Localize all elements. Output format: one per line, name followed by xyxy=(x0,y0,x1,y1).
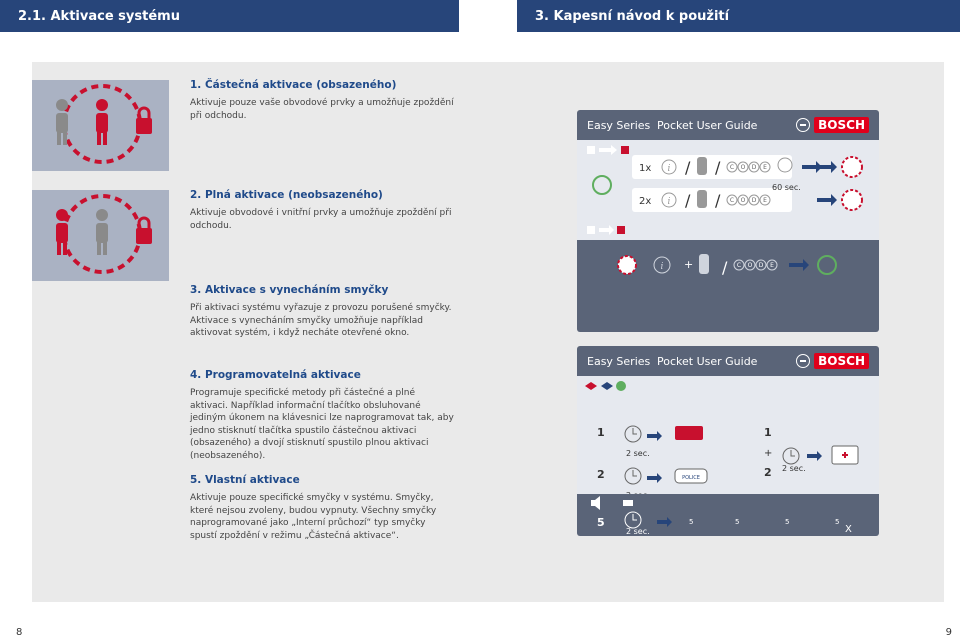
card-body xyxy=(577,376,879,536)
hold-duration: 2 sec. xyxy=(626,449,650,458)
svg-text:+: + xyxy=(764,448,773,459)
svg-text:2: 2 xyxy=(764,466,772,479)
section-full-arm xyxy=(190,189,480,232)
section-partial-arm xyxy=(190,79,480,122)
section-body: Aktivuje pouze vaše obvodové prvky a umožňuje zpoždění při odchodu. xyxy=(190,98,454,121)
person-icon xyxy=(56,99,68,145)
lock-icon xyxy=(136,218,152,244)
svg-text:/: / xyxy=(685,158,691,177)
section-programmable-arm xyxy=(190,369,480,462)
key-5: 5 xyxy=(597,516,605,529)
svg-text:O: O xyxy=(740,164,746,171)
person-alert-icon xyxy=(96,99,108,145)
right-header-title: 3. Kapesní návod k použití xyxy=(535,8,730,24)
svg-text:POLICE: POLICE xyxy=(682,475,700,481)
svg-text:D: D xyxy=(758,262,764,269)
armed-indicator-icon xyxy=(842,157,862,177)
svg-text:O: O xyxy=(740,197,746,204)
key-2: 2 xyxy=(597,468,605,481)
token-icon xyxy=(699,254,709,274)
section-title: 2. Plná aktivace (neobsazeného) xyxy=(190,189,383,201)
section-body: Aktivuje obvodové i vnitřní prvky a umožňuje zpoždění při odchodu. xyxy=(190,208,452,231)
page-number-left: 8 xyxy=(16,627,23,638)
svg-text:/: / xyxy=(685,191,691,210)
row2-count: 2x xyxy=(639,196,652,207)
header-right xyxy=(517,0,960,32)
svg-text:E: E xyxy=(763,164,767,171)
key-1: 1 xyxy=(597,426,605,439)
svg-text:2 sec.: 2 sec. xyxy=(782,464,806,473)
card-series: Easy Series xyxy=(587,354,651,368)
section-body: Programuje specifické metody při částečné a plné aktivaci. Například informační tlačítko obsluhované jediným úkonem na klávesnici lze naprogramovat tak, aby jedno stisknutí tlačítka spustilo částečnou aktivaci (obsazeného) a dvojí stisknutí spustilo plnou aktivaci (neobsazeného). xyxy=(190,388,454,461)
bosch-logo-icon xyxy=(796,354,810,368)
svg-text:/: / xyxy=(715,158,721,177)
card-body xyxy=(577,140,879,332)
person-alert-icon xyxy=(56,209,68,255)
fire-truck-icon xyxy=(675,426,703,440)
exit-delay: 60 sec. xyxy=(772,183,801,192)
section-bypass-arm xyxy=(190,284,480,340)
bosch-logo-icon xyxy=(796,118,810,132)
svg-text:C: C xyxy=(729,164,735,171)
status-icons-icon xyxy=(587,225,625,235)
svg-text:O: O xyxy=(747,262,753,269)
svg-text:2 sec.: 2 sec. xyxy=(626,527,650,536)
left-header-title: 2.1. Aktivace systému xyxy=(18,8,180,24)
section-title: 1. Částečná aktivace (obsazeného) xyxy=(190,79,397,91)
pocket-guide-card-arming xyxy=(577,110,879,332)
section-body: Aktivuje pouze specifické smyčky v systému. Smyčky, které nejsou zvoleny, budou vypnuty. Všechny smyčky naprogramované jako „Interní průchozí“ typ smyčky spustí zpoždění v režimu „Částečná aktivace“. xyxy=(190,493,437,541)
function-icons-icon xyxy=(585,381,626,391)
svg-text:i: i xyxy=(667,197,671,207)
svg-text:C: C xyxy=(736,262,742,269)
svg-text:1: 1 xyxy=(764,426,772,439)
status-icons-icon xyxy=(587,145,629,155)
person-icon xyxy=(96,209,108,255)
section-body: Při aktivaci systému vyřazuje z provozu porušené smyčky. Aktivace s vynecháním smyčky umožňuje například aktivovat systém, i když necháte otevřené okno. xyxy=(190,303,452,338)
card-guide: Pocket User Guide xyxy=(657,354,758,368)
svg-text:D: D xyxy=(751,164,757,171)
page-number-right: 9 xyxy=(945,627,952,638)
svg-text:E: E xyxy=(763,197,767,204)
card-header xyxy=(577,110,879,140)
bosch-brand: BOSCH xyxy=(796,353,869,369)
svg-text:+: + xyxy=(684,258,694,271)
mini-key-2: 5 xyxy=(735,518,740,526)
ready-led-icon xyxy=(593,176,611,194)
svg-text:C: C xyxy=(729,197,735,204)
header-left xyxy=(0,0,459,32)
bosch-brand: BOSCH xyxy=(796,117,869,133)
section-title: 3. Aktivace s vynecháním smyčky xyxy=(190,284,389,296)
svg-text:/: / xyxy=(722,258,728,277)
lock-icon xyxy=(136,108,152,134)
mini-key-3: 5 xyxy=(785,518,790,526)
pocket-guide-card-programming xyxy=(577,346,879,536)
card-header xyxy=(577,346,879,376)
svg-text:i: i xyxy=(660,262,664,272)
svg-text:E: E xyxy=(770,262,774,269)
mini-key-1: 5 xyxy=(689,518,694,526)
token-icon xyxy=(697,157,707,175)
mute-mark: X xyxy=(845,524,852,535)
section-custom-arm xyxy=(190,474,480,542)
section-title: 4. Programovatelná aktivace xyxy=(190,369,361,381)
card-series: Easy Series xyxy=(587,118,651,132)
svg-text:D: D xyxy=(751,197,757,204)
row1-count: 1x xyxy=(639,163,652,174)
full-arm-illustration xyxy=(32,190,169,281)
svg-text:i: i xyxy=(667,164,671,174)
partial-arm-illustration xyxy=(32,80,169,171)
mini-key-4: 5 xyxy=(835,518,840,526)
svg-text:/: / xyxy=(715,191,721,210)
section-title: 5. Vlastní aktivace xyxy=(190,474,300,486)
card-guide: Pocket User Guide xyxy=(657,118,758,132)
